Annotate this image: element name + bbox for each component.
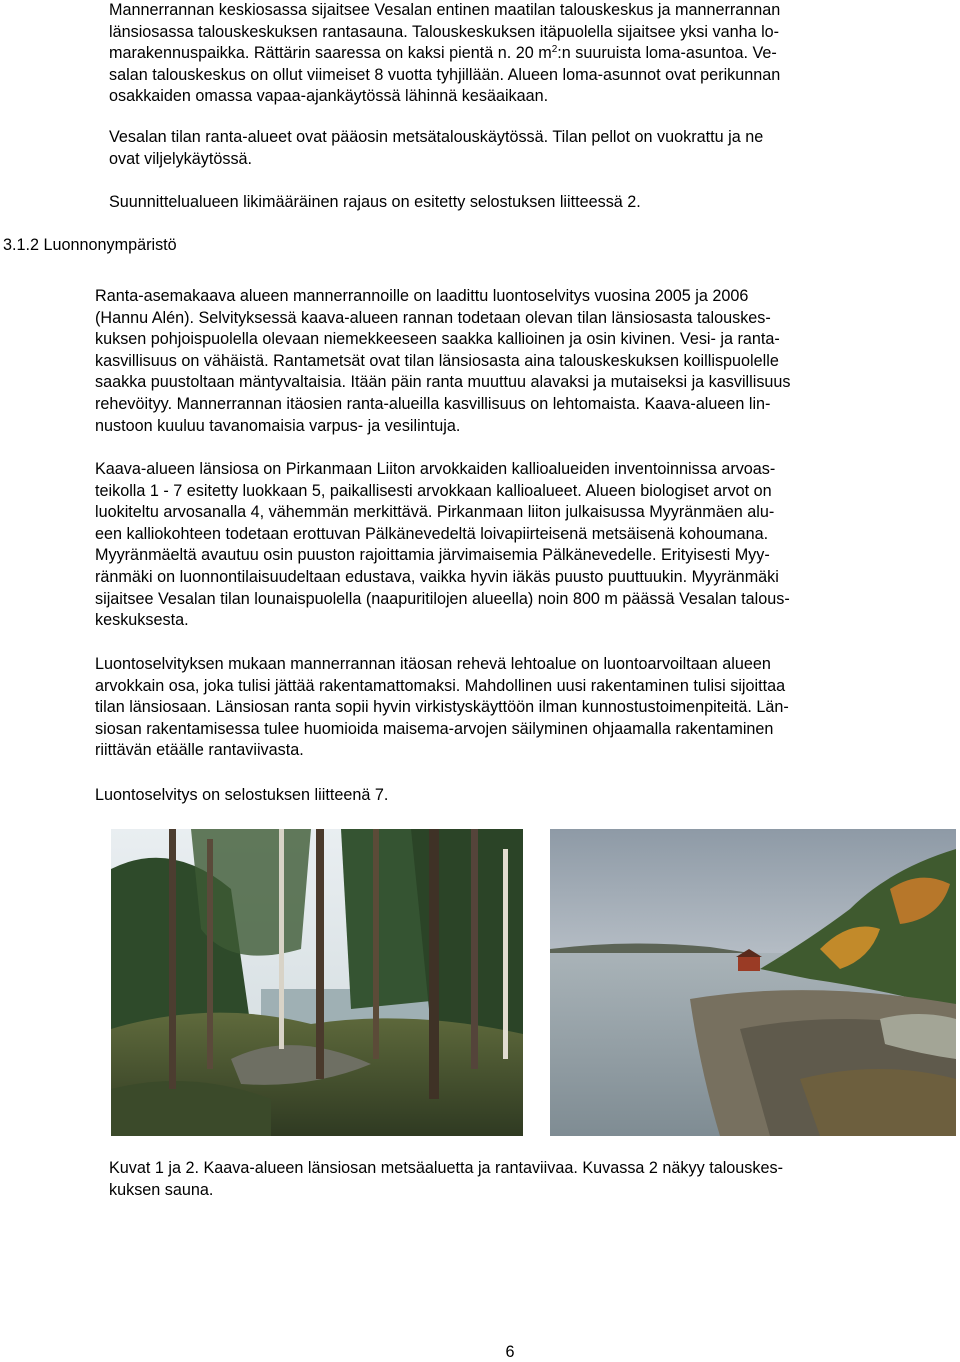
intro-paragraph-1 [109,0,909,108]
forest-photo [111,829,523,1136]
intro-paragraph-2 [109,127,909,170]
text-line: kasvillisuus on vähäistä. Rantametsät ovat tilan länsiosasta aina talouskeskuksen koillispuolelle [95,351,779,370]
text-line: ovat viljelykäytössä. [109,149,253,168]
text-line: Kaava-alueen länsiosa on Pirkanmaan Liiton arvokkaiden kallioalueiden inventoinnissa arvoas- [95,460,776,478]
text-line: kuksen pohjoispuolella olevaan niemekkeeseen saakka kallioinen ja osin kivinen. Vesi- ja ranta- [95,330,780,349]
superscript: 2 [551,44,558,56]
text-line: Luontoselvityksen mukaan mannerrannan itäosan rehevä lehtoalue on luontoarvoiltaan alueen [95,655,771,673]
text-line: saakka puustoltaan mäntyvaltaisia. Itään päin ranta muuttuu alavaksi ja mutaiseksi ja kasvillisuus [95,373,791,392]
section-paragraph-4 [95,785,895,807]
text-line: ränmäki on luonnontilaisuudeltaan edustava, vaikka hyvin iäkäs puusto puuttuukin. Myyränmäki [95,567,779,586]
text-line: Ranta-asemakaava alueen mannerrannoille on laadittu luontoselvitys vuosina 2005 ja 2006 [95,287,749,305]
text-line: rehevöityy. Mannerrannan itäosien ranta-alueilla kasvillisuus on lehtomaista. Kaava-alueen lin- [95,394,771,413]
text-line: riittävän etäälle rantaviivasta. [95,741,304,760]
text-line: Luontoselvitys on selostuksen liitteenä 7. [95,786,389,804]
text-line: siosan rakentamisessa tulee huomioida maisema-arvojen säilyminen ohjaamalla rakentaminen [95,719,774,738]
text-line: kuksen sauna. [109,1180,214,1199]
section-paragraph-3 [95,654,895,762]
text-line: tilan länsiosaan. Länsiosan ranta sopii hyvin virkistyskäyttöön ilman kunnostustoimenpiteitä. Län- [95,698,789,717]
text-line: nustoon kuuluu tavanomaisia varpus- ja vesilintuja. [95,416,461,435]
section-paragraph-1 [95,286,895,437]
text-line: Mannerrannan keskiosassa sijaitsee Vesalan entinen maatilan talouskeskus ja mannerrannan [109,1,781,19]
text-line: marakennuspaikka. Rättärin saaressa on kaksi pientä n. 20 $m^2:n$ suuruista loma-asuntoa. Ve- [109,44,777,63]
section-heading: 3.1.2 Luonnonympäristö [3,236,177,254]
text-line: keskuksesta. [95,611,189,630]
text-line: Vesalan tilan ranta-alueet ovat pääosin metsätalouskäytössä. Tilan pellot on vuokrattu ja ne [109,128,764,146]
text-line: een kalliokohteen todetaan erottuvan Pälkänevedeltä loivapiirteisenä metsäisenä kohoumana. [95,524,769,543]
text-line: osakkaiden omassa vapaa-ajankäytössä lähinnä kesäaikaan. [109,87,549,106]
text-line: luokiteltu arvosanalla 4, vähemmän merkittävä. Pirkanmaan liiton julkaisussa Myyränmäen alu- [95,503,775,522]
text-line: Kuvat 1 ja 2. Kaava-alueen länsiosan metsäaluetta ja rantaviivaa. Kuvassa 2 näkyy talouskes- [109,1159,783,1177]
text-line: sijaitsee Vesalan tilan lounaispuolella (naapuritilojen alueella) noin 800 m päässä Vesalan talous- [95,589,790,608]
text-line: (Hannu Alén). Selvityksessä kaava-alueen rannan todetaan olevan tilan länsiosasta talouskes- [95,308,771,327]
text-line: teikolla 1 - 7 esitetty luokkaan 5, paikallisesti arvokkaan kallioalueet. Alueen biologiset arvot on [95,481,772,500]
intro-paragraph-3 [109,192,909,214]
text-line: länsiosassa talouskeskuksen rantasauna. Talouskeskuksen itäpuolella sijaitsee yksi vanha lo- [109,22,780,41]
text-line: salan talouskeskus on ollut viimeiset 8 vuotta tyhjillään. Alueen loma-asunnot ovat perikunnan [109,65,781,84]
text-line: arvokkain osa, joka tulisi jättää rakentamattomaksi. Mahdollinen uusi rakentaminen tulisi sijoittaa [95,676,786,695]
page-number: 6 [505,1343,515,1361]
shoreline-photo [550,829,956,1136]
photo-caption [109,1158,929,1201]
text-line: Myyränmäeltä avautuu osin puuston rajoittamia järvimaisemia Pälkänevedelle. Erityisesti Myy- [95,546,770,565]
text-line: Suunnittelualueen likimääräinen rajaus on esitetty selostuksen liitteessä 2. [109,193,641,211]
section-paragraph-2 [95,459,895,632]
